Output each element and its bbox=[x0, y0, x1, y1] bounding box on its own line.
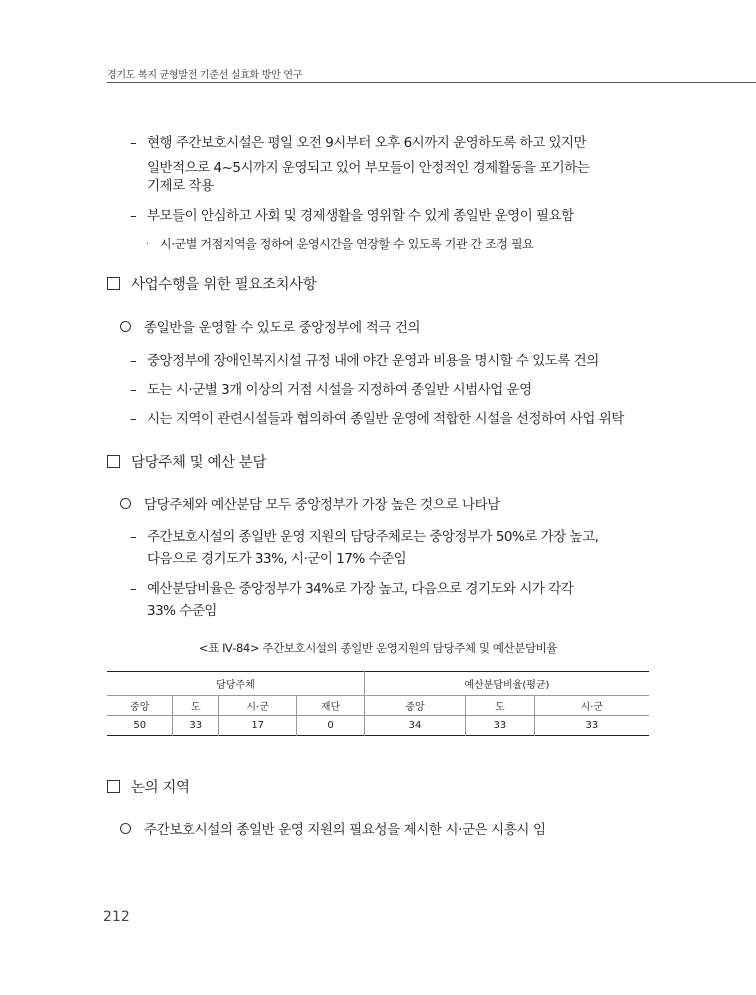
table-cell: 17 bbox=[219, 716, 297, 736]
bullet-text: 예산분담비율은 중앙정부가 34%로 가장 높고, 다음으로 경기도와 시가 각각 bbox=[147, 581, 574, 597]
table-cell: 0 bbox=[297, 716, 365, 736]
column-header: 도 bbox=[466, 696, 534, 716]
circle-item bbox=[120, 316, 420, 340]
section-heading bbox=[107, 776, 190, 800]
table-cell: 33 bbox=[466, 716, 534, 736]
section-heading bbox=[107, 451, 266, 475]
table-row bbox=[107, 716, 649, 736]
bullet-text: 다음으로 경기도가 33%, 시·군이 17% 수준임 bbox=[147, 551, 407, 567]
circle-text: 주간보호시설의 종일반 운영 지원의 필요성을 제시한 시·군은 시흥시 임 bbox=[144, 822, 546, 838]
group-header-responsible: 담당주체 bbox=[107, 672, 364, 696]
section-heading bbox=[107, 273, 316, 297]
circle-bullet-icon bbox=[120, 498, 131, 509]
running-head: 경기도 복지 균형발전 기준선 실효화 방안 연구 bbox=[107, 70, 303, 81]
bullet-text: 현행 주간보호시설은 평일 오전 9시부터 오후 6시까지 운영하도록 하고 있지만 bbox=[147, 135, 587, 151]
circle-item bbox=[120, 493, 500, 517]
table-group-header-row bbox=[107, 672, 649, 696]
section-title: 담당주체 및 예산 분담 bbox=[131, 455, 267, 471]
group-header-budget: 예산분담비율(평균) bbox=[364, 672, 649, 696]
bullet-text: 도는 시·군별 3개 이상의 거점 시설을 지정하여 종일반 시범사업 운영 bbox=[147, 382, 532, 398]
square-bullet-icon bbox=[107, 277, 120, 290]
bullet-text: 시는 지역이 관련시설들과 협의하여 종일반 운영에 적합한 시설을 선정하여 사업 위탁 bbox=[147, 411, 624, 427]
sub-bullet-text: 시·군별 거점지역을 정하여 운영시간을 연장할 수 있도록 기관 간 조정 필요 bbox=[160, 237, 534, 251]
column-header: 중앙 bbox=[107, 696, 173, 716]
column-header: 재단 bbox=[297, 696, 365, 716]
bullet-text: 33% 수준임 bbox=[147, 603, 217, 619]
circle-bullet-icon bbox=[120, 321, 131, 332]
dot-marker: · bbox=[146, 239, 149, 249]
table-cell: 34 bbox=[364, 716, 465, 736]
dash-marker: – bbox=[130, 353, 137, 369]
table-cell: 33 bbox=[534, 716, 649, 736]
column-header: 중앙 bbox=[364, 696, 465, 716]
column-header: 시·군 bbox=[534, 696, 649, 716]
bullet-text: 중앙정부에 장애인복지시설 규정 내에 야간 운영과 비용을 명시할 수 있도록 건의 bbox=[147, 353, 599, 369]
dash-marker: – bbox=[130, 135, 137, 151]
circle-bullet-icon bbox=[120, 823, 131, 834]
square-bullet-icon bbox=[107, 780, 120, 793]
dash-marker: – bbox=[130, 581, 137, 597]
circle-item bbox=[120, 818, 546, 842]
page-number: 212 bbox=[103, 909, 130, 925]
section-title: 논의 지역 bbox=[131, 780, 190, 796]
dash-marker: – bbox=[130, 208, 137, 224]
dash-marker: – bbox=[130, 411, 137, 427]
data-table bbox=[107, 671, 649, 736]
table-header-row bbox=[107, 696, 649, 716]
bullet-text: 일반적으로 4~5시까지 운영되고 있어 부모들이 안정적인 경제활동을 포기하는 bbox=[147, 160, 590, 176]
bullet-text: 부모들이 안심하고 사회 및 경제생활을 영위할 수 있게 종일반 운영이 필요함 bbox=[147, 208, 574, 224]
dash-marker: – bbox=[130, 382, 137, 398]
dash-marker: – bbox=[130, 529, 137, 545]
circle-text: 종일반을 운영할 수 있도로 중앙정부에 적극 건의 bbox=[144, 320, 421, 336]
column-header: 시·군 bbox=[219, 696, 297, 716]
table-cell: 50 bbox=[133, 720, 147, 731]
bullet-text: 기제로 작용 bbox=[147, 178, 214, 194]
table-cell: 33 bbox=[173, 716, 219, 736]
table-caption: <표 Ⅳ-84> 주간보호시설의 종일반 운영지원의 담당주체 및 예산분담비율 bbox=[198, 641, 558, 655]
square-bullet-icon bbox=[107, 455, 120, 468]
circle-text: 담당주체와 예산분담 모두 중앙정부가 가장 높은 것으로 나타남 bbox=[144, 497, 500, 513]
header-rule bbox=[107, 82, 756, 83]
section-title: 사업수행을 위한 필요조치사항 bbox=[131, 277, 317, 293]
bullet-text: 주간보호시설의 종일반 운영 지원의 담당주체로는 중앙정부가 50%로 가장 높고, bbox=[147, 529, 599, 545]
column-header: 도 bbox=[173, 696, 219, 716]
